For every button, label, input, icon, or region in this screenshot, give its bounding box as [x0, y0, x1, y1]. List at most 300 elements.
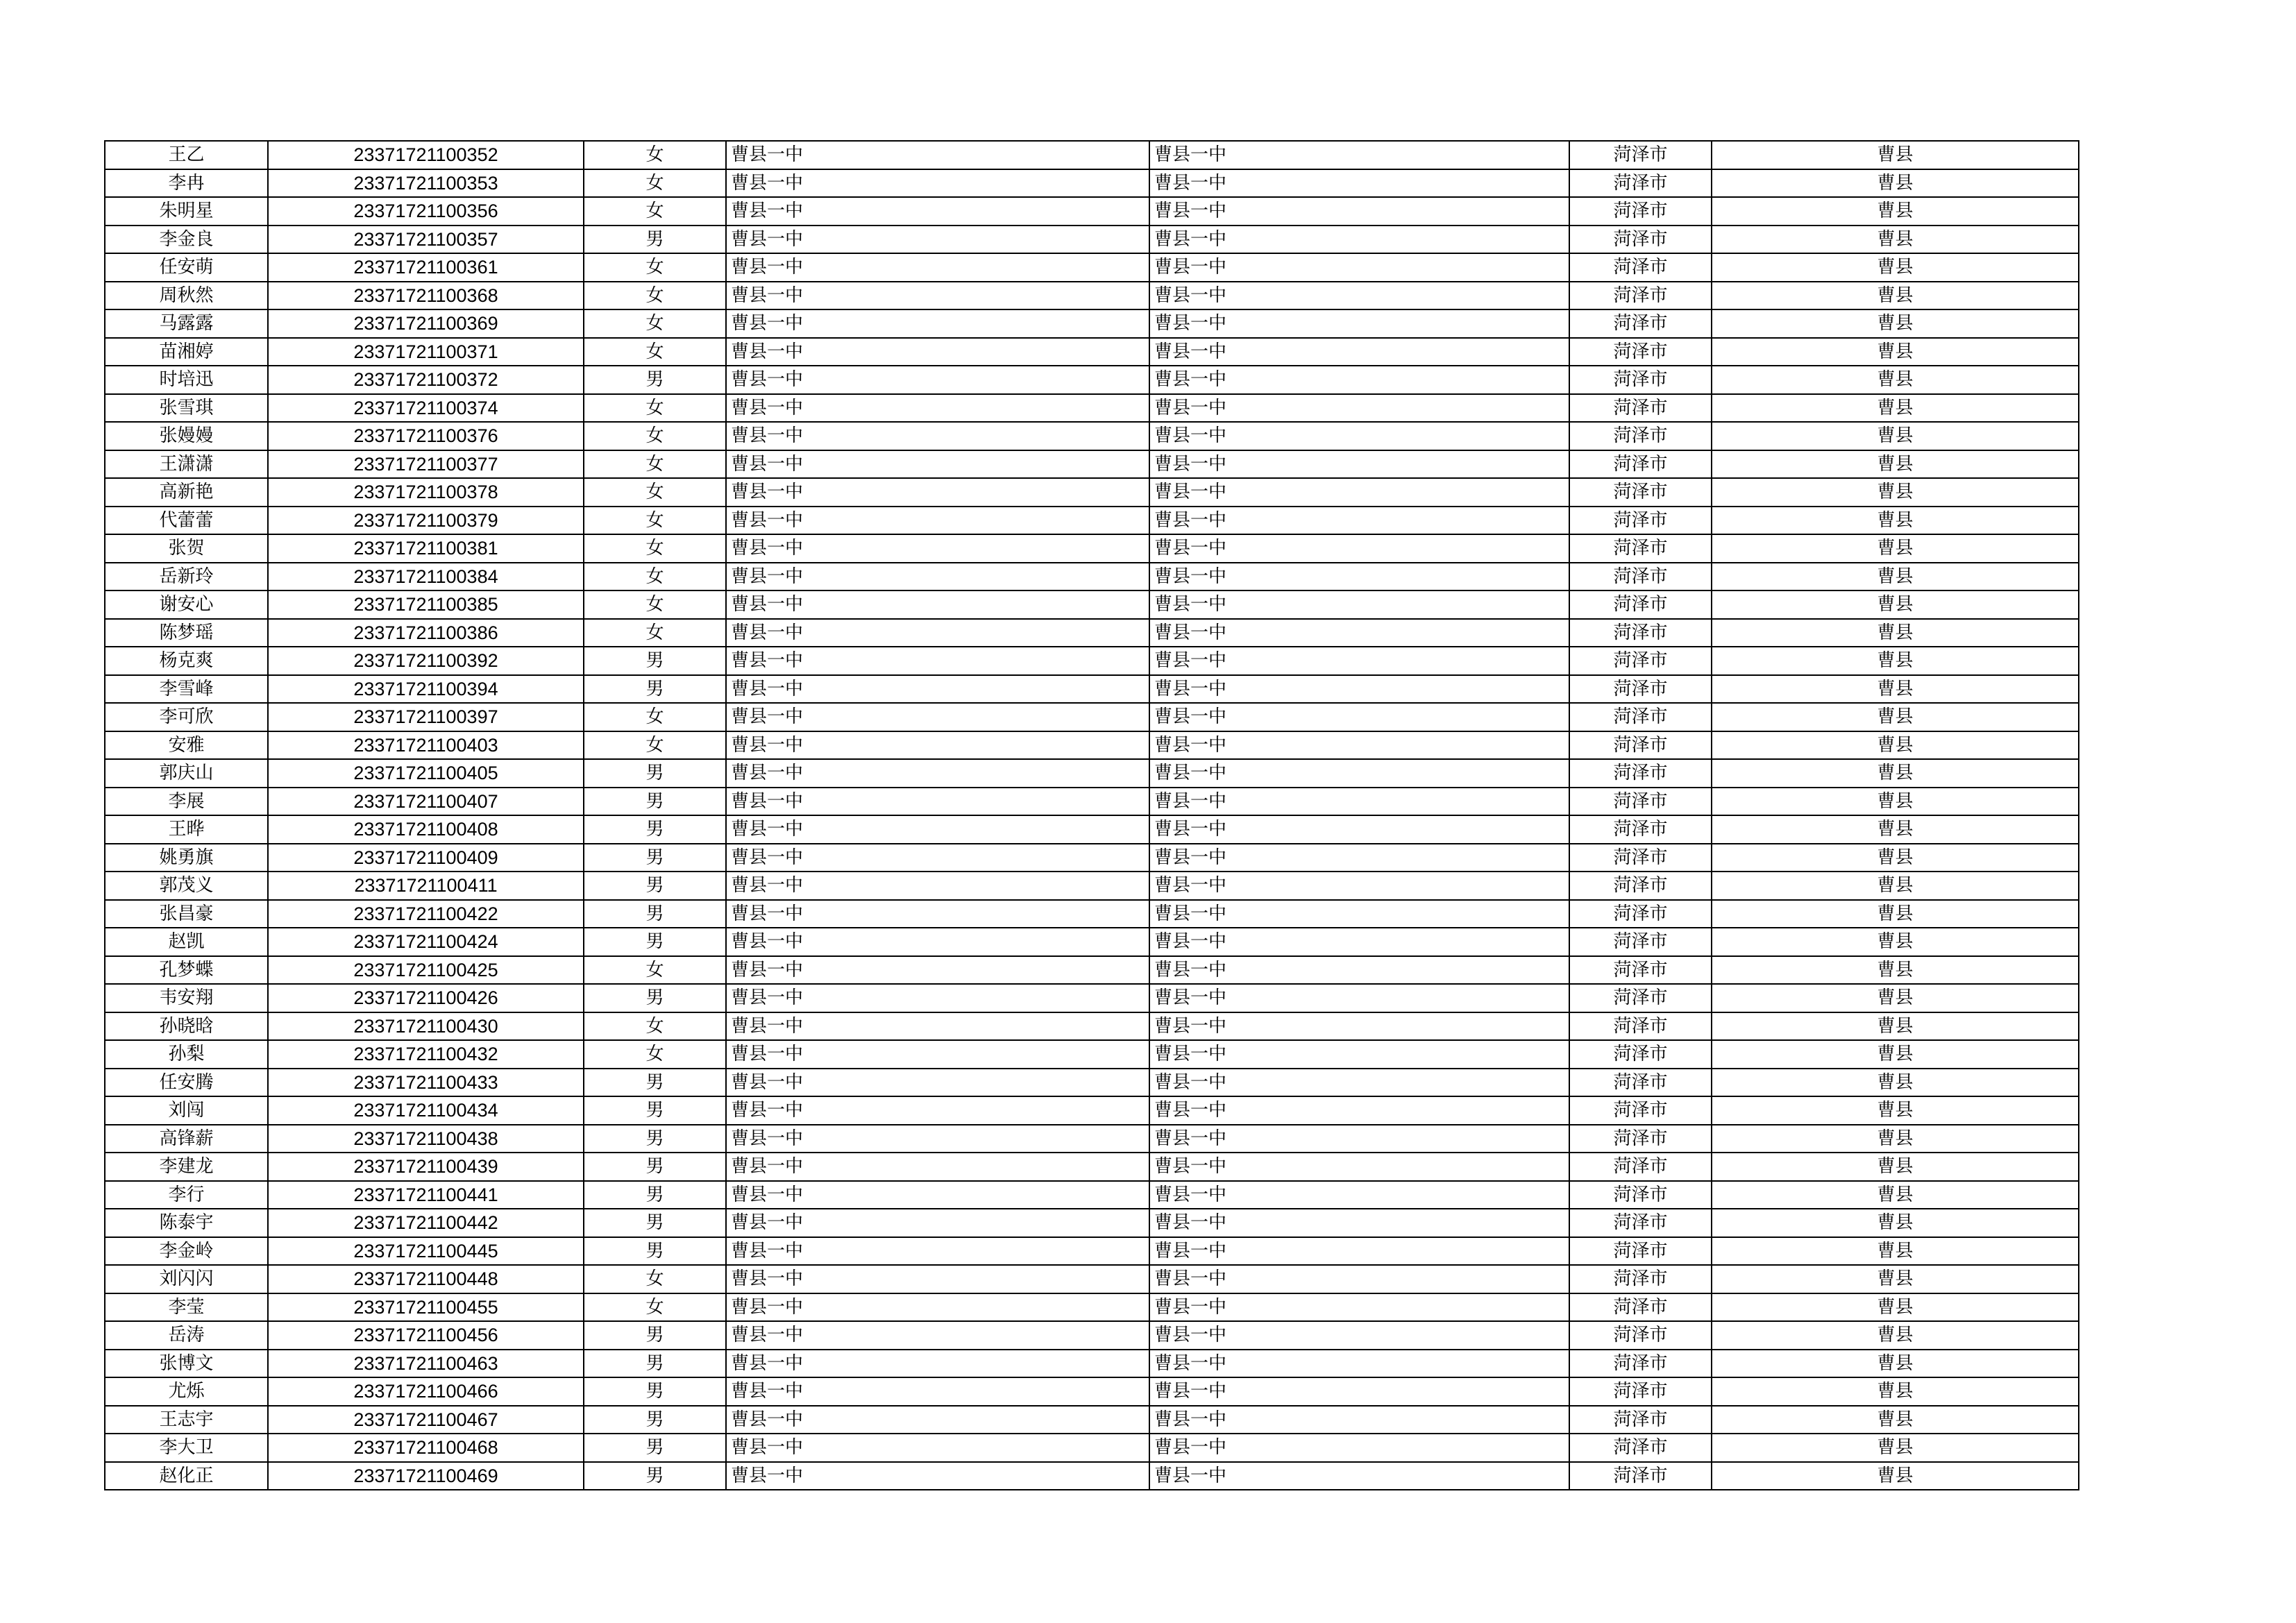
city-cell: 菏泽市 [1569, 956, 1712, 985]
exam-site-cell: 曹县一中 [1149, 815, 1569, 844]
gender-cell: 男 [584, 1406, 726, 1434]
exam-number-cell: 23371721100378 [268, 478, 584, 507]
student-name-cell: 岳涛 [105, 1321, 268, 1350]
county-cell: 曹县 [1712, 394, 2079, 423]
student-name-cell: 刘闪闪 [105, 1265, 268, 1293]
gender-cell: 男 [584, 872, 726, 900]
exam-number-cell: 23371721100422 [268, 900, 584, 928]
exam-number-cell: 23371721100424 [268, 928, 584, 956]
student-name-cell: 杨克爽 [105, 647, 268, 675]
gender-cell: 男 [584, 844, 726, 872]
gender-cell: 男 [584, 1434, 726, 1462]
exam-number-cell: 23371721100353 [268, 169, 584, 198]
table-row [105, 590, 2079, 619]
school-cell: 曹县一中 [726, 815, 1149, 844]
exam-site-cell: 曹县一中 [1149, 1434, 1569, 1462]
table-row [105, 422, 2079, 450]
county-cell: 曹县 [1712, 197, 2079, 226]
table-row [105, 928, 2079, 956]
city-cell: 菏泽市 [1569, 647, 1712, 675]
city-cell: 菏泽市 [1569, 1321, 1712, 1350]
student-name-cell: 安雅 [105, 731, 268, 760]
gender-cell: 女 [584, 619, 726, 647]
student-name-cell: 代蕾蕾 [105, 507, 268, 535]
exam-number-cell: 23371721100377 [268, 450, 584, 479]
student-name-cell: 王潇潇 [105, 450, 268, 479]
exam-number-cell: 23371721100430 [268, 1012, 584, 1041]
exam-number-cell: 23371721100352 [268, 141, 584, 169]
school-cell: 曹县一中 [726, 1040, 1149, 1069]
exam-number-cell: 23371721100379 [268, 507, 584, 535]
county-cell: 曹县 [1712, 534, 2079, 563]
city-cell: 菏泽市 [1569, 1181, 1712, 1209]
table-row [105, 253, 2079, 282]
table-row [105, 844, 2079, 872]
gender-cell: 女 [584, 197, 726, 226]
exam-number-cell: 23371721100439 [268, 1153, 584, 1181]
exam-site-cell: 曹县一中 [1149, 788, 1569, 816]
school-cell: 曹县一中 [726, 563, 1149, 591]
city-cell: 菏泽市 [1569, 844, 1712, 872]
gender-cell: 男 [584, 1350, 726, 1378]
student-name-cell: 孙梨 [105, 1040, 268, 1069]
city-cell: 菏泽市 [1569, 534, 1712, 563]
city-cell: 菏泽市 [1569, 366, 1712, 394]
roster-body [105, 141, 2079, 1490]
student-name-cell: 朱明星 [105, 197, 268, 226]
county-cell: 曹县 [1712, 1350, 2079, 1378]
school-cell: 曹县一中 [726, 366, 1149, 394]
county-cell: 曹县 [1712, 1209, 2079, 1237]
table-row [105, 141, 2079, 169]
table-row [105, 1406, 2079, 1434]
table-row [105, 1462, 2079, 1490]
county-cell: 曹县 [1712, 1377, 2079, 1406]
exam-site-cell: 曹县一中 [1149, 507, 1569, 535]
gender-cell: 女 [584, 1293, 726, 1322]
exam-number-cell: 23371721100384 [268, 563, 584, 591]
table-row [105, 1181, 2079, 1209]
student-name-cell: 苗湘婷 [105, 338, 268, 366]
student-name-cell: 张雪琪 [105, 394, 268, 423]
student-name-cell: 陈泰宇 [105, 1209, 268, 1237]
school-cell: 曹县一中 [726, 282, 1149, 310]
table-row [105, 1434, 2079, 1462]
student-name-cell: 孙晓晗 [105, 1012, 268, 1041]
county-cell: 曹县 [1712, 1237, 2079, 1266]
exam-site-cell: 曹县一中 [1149, 928, 1569, 956]
county-cell: 曹县 [1712, 338, 2079, 366]
student-name-cell: 赵凯 [105, 928, 268, 956]
gender-cell: 女 [584, 563, 726, 591]
exam-site-cell: 曹县一中 [1149, 590, 1569, 619]
school-cell: 曹县一中 [726, 253, 1149, 282]
county-cell: 曹县 [1712, 141, 2079, 169]
county-cell: 曹县 [1712, 253, 2079, 282]
gender-cell: 女 [584, 478, 726, 507]
exam-site-cell: 曹县一中 [1149, 1069, 1569, 1097]
city-cell: 菏泽市 [1569, 197, 1712, 226]
school-cell: 曹县一中 [726, 1209, 1149, 1237]
county-cell: 曹县 [1712, 1069, 2079, 1097]
county-cell: 曹县 [1712, 619, 2079, 647]
table-row [105, 815, 2079, 844]
gender-cell: 男 [584, 1209, 726, 1237]
gender-cell: 女 [584, 253, 726, 282]
student-name-cell: 郭茂义 [105, 872, 268, 900]
county-cell: 曹县 [1712, 928, 2079, 956]
exam-site-cell: 曹县一中 [1149, 900, 1569, 928]
county-cell: 曹县 [1712, 422, 2079, 450]
table-row [105, 984, 2079, 1012]
exam-site-cell: 曹县一中 [1149, 1209, 1569, 1237]
county-cell: 曹县 [1712, 1462, 2079, 1490]
exam-number-cell: 23371721100466 [268, 1377, 584, 1406]
city-cell: 菏泽市 [1569, 338, 1712, 366]
table-row [105, 619, 2079, 647]
county-cell: 曹县 [1712, 675, 2079, 704]
exam-number-cell: 23371721100433 [268, 1069, 584, 1097]
school-cell: 曹县一中 [726, 1012, 1149, 1041]
table-row [105, 1040, 2079, 1069]
table-row [105, 956, 2079, 985]
table-row [105, 563, 2079, 591]
city-cell: 菏泽市 [1569, 422, 1712, 450]
school-cell: 曹县一中 [726, 1096, 1149, 1125]
school-cell: 曹县一中 [726, 1237, 1149, 1266]
city-cell: 菏泽市 [1569, 1237, 1712, 1266]
county-cell: 曹县 [1712, 703, 2079, 731]
gender-cell: 女 [584, 309, 726, 338]
exam-number-cell: 23371721100426 [268, 984, 584, 1012]
city-cell: 菏泽市 [1569, 563, 1712, 591]
school-cell: 曹县一中 [726, 731, 1149, 760]
school-cell: 曹县一中 [726, 1462, 1149, 1490]
gender-cell: 女 [584, 703, 726, 731]
city-cell: 菏泽市 [1569, 394, 1712, 423]
exam-site-cell: 曹县一中 [1149, 1181, 1569, 1209]
city-cell: 菏泽市 [1569, 1377, 1712, 1406]
table-row [105, 282, 2079, 310]
school-cell: 曹县一中 [726, 956, 1149, 985]
student-name-cell: 王乙 [105, 141, 268, 169]
school-cell: 曹县一中 [726, 675, 1149, 704]
city-cell: 菏泽市 [1569, 450, 1712, 479]
exam-site-cell: 曹县一中 [1149, 1237, 1569, 1266]
student-name-cell: 张贺 [105, 534, 268, 563]
county-cell: 曹县 [1712, 1265, 2079, 1293]
exam-number-cell: 23371721100371 [268, 338, 584, 366]
exam-site-cell: 曹县一中 [1149, 450, 1569, 479]
gender-cell: 男 [584, 1321, 726, 1350]
exam-number-cell: 23371721100425 [268, 956, 584, 985]
table-row [105, 1350, 2079, 1378]
city-cell: 菏泽市 [1569, 619, 1712, 647]
exam-site-cell: 曹县一中 [1149, 759, 1569, 788]
school-cell: 曹县一中 [726, 759, 1149, 788]
table-row [105, 1293, 2079, 1322]
city-cell: 菏泽市 [1569, 590, 1712, 619]
exam-site-cell: 曹县一中 [1149, 422, 1569, 450]
exam-site-cell: 曹县一中 [1149, 647, 1569, 675]
exam-number-cell: 23371721100456 [268, 1321, 584, 1350]
table-row [105, 450, 2079, 479]
exam-number-cell: 23371721100397 [268, 703, 584, 731]
gender-cell: 男 [584, 647, 726, 675]
exam-site-cell: 曹县一中 [1149, 226, 1569, 254]
exam-site-cell: 曹县一中 [1149, 1012, 1569, 1041]
city-cell: 菏泽市 [1569, 1293, 1712, 1322]
exam-number-cell: 23371721100463 [268, 1350, 584, 1378]
exam-site-cell: 曹县一中 [1149, 731, 1569, 760]
city-cell: 菏泽市 [1569, 507, 1712, 535]
school-cell: 曹县一中 [726, 1321, 1149, 1350]
city-cell: 菏泽市 [1569, 226, 1712, 254]
exam-number-cell: 23371721100411 [268, 872, 584, 900]
gender-cell: 男 [584, 1237, 726, 1266]
exam-site-cell: 曹县一中 [1149, 956, 1569, 985]
student-name-cell: 陈梦瑶 [105, 619, 268, 647]
gender-cell: 女 [584, 507, 726, 535]
school-cell: 曹县一中 [726, 141, 1149, 169]
gender-cell: 女 [584, 338, 726, 366]
county-cell: 曹县 [1712, 1125, 2079, 1153]
student-name-cell: 高新艳 [105, 478, 268, 507]
exam-site-cell: 曹县一中 [1149, 1125, 1569, 1153]
table-row [105, 1237, 2079, 1266]
student-name-cell: 郭庆山 [105, 759, 268, 788]
exam-site-cell: 曹县一中 [1149, 844, 1569, 872]
student-name-cell: 李建龙 [105, 1153, 268, 1181]
gender-cell: 女 [584, 1012, 726, 1041]
city-cell: 菏泽市 [1569, 1434, 1712, 1462]
exam-number-cell: 23371721100369 [268, 309, 584, 338]
city-cell: 菏泽市 [1569, 984, 1712, 1012]
school-cell: 曹县一中 [726, 394, 1149, 423]
school-cell: 曹县一中 [726, 1265, 1149, 1293]
county-cell: 曹县 [1712, 815, 2079, 844]
student-name-cell: 王志宇 [105, 1406, 268, 1434]
student-name-cell: 李雪峰 [105, 675, 268, 704]
exam-site-cell: 曹县一中 [1149, 309, 1569, 338]
exam-site-cell: 曹县一中 [1149, 703, 1569, 731]
county-cell: 曹县 [1712, 478, 2079, 507]
table-row [105, 1265, 2079, 1293]
student-name-cell: 岳新玲 [105, 563, 268, 591]
exam-number-cell: 23371721100394 [268, 675, 584, 704]
city-cell: 菏泽市 [1569, 928, 1712, 956]
student-name-cell: 张昌豪 [105, 900, 268, 928]
county-cell: 曹县 [1712, 1293, 2079, 1322]
exam-number-cell: 23371721100381 [268, 534, 584, 563]
school-cell: 曹县一中 [726, 872, 1149, 900]
city-cell: 菏泽市 [1569, 1153, 1712, 1181]
table-row [105, 534, 2079, 563]
school-cell: 曹县一中 [726, 422, 1149, 450]
gender-cell: 男 [584, 1153, 726, 1181]
gender-cell: 女 [584, 450, 726, 479]
county-cell: 曹县 [1712, 282, 2079, 310]
gender-cell: 女 [584, 422, 726, 450]
table-row [105, 1096, 2079, 1125]
gender-cell: 男 [584, 1462, 726, 1490]
table-row [105, 1012, 2079, 1041]
exam-number-cell: 23371721100368 [268, 282, 584, 310]
county-cell: 曹县 [1712, 1040, 2079, 1069]
city-cell: 菏泽市 [1569, 169, 1712, 198]
exam-site-cell: 曹县一中 [1149, 366, 1569, 394]
school-cell: 曹县一中 [726, 478, 1149, 507]
student-name-cell: 尤烁 [105, 1377, 268, 1406]
school-cell: 曹县一中 [726, 534, 1149, 563]
school-cell: 曹县一中 [726, 1125, 1149, 1153]
table-row [105, 647, 2079, 675]
city-cell: 菏泽市 [1569, 872, 1712, 900]
table-row [105, 1377, 2079, 1406]
student-name-cell: 时培迅 [105, 366, 268, 394]
school-cell: 曹县一中 [726, 507, 1149, 535]
gender-cell: 女 [584, 956, 726, 985]
table-row [105, 338, 2079, 366]
gender-cell: 男 [584, 1125, 726, 1153]
student-name-cell: 高锋薪 [105, 1125, 268, 1153]
school-cell: 曹县一中 [726, 1434, 1149, 1462]
exam-number-cell: 23371721100361 [268, 253, 584, 282]
table-row [105, 759, 2079, 788]
table-row [105, 169, 2079, 198]
city-cell: 菏泽市 [1569, 1012, 1712, 1041]
school-cell: 曹县一中 [726, 197, 1149, 226]
table-row [105, 788, 2079, 816]
city-cell: 菏泽市 [1569, 478, 1712, 507]
city-cell: 菏泽市 [1569, 788, 1712, 816]
exam-site-cell: 曹县一中 [1149, 1293, 1569, 1322]
gender-cell: 男 [584, 366, 726, 394]
county-cell: 曹县 [1712, 984, 2079, 1012]
city-cell: 菏泽市 [1569, 1406, 1712, 1434]
student-name-cell: 张博文 [105, 1350, 268, 1378]
gender-cell: 女 [584, 590, 726, 619]
exam-site-cell: 曹县一中 [1149, 984, 1569, 1012]
exam-number-cell: 23371721100455 [268, 1293, 584, 1322]
city-cell: 菏泽市 [1569, 1125, 1712, 1153]
county-cell: 曹县 [1712, 563, 2079, 591]
county-cell: 曹县 [1712, 590, 2079, 619]
exam-site-cell: 曹县一中 [1149, 872, 1569, 900]
city-cell: 菏泽市 [1569, 1209, 1712, 1237]
exam-site-cell: 曹县一中 [1149, 1350, 1569, 1378]
table-row [105, 394, 2079, 423]
county-cell: 曹县 [1712, 900, 2079, 928]
exam-number-cell: 23371721100432 [268, 1040, 584, 1069]
school-cell: 曹县一中 [726, 1350, 1149, 1378]
exam-number-cell: 23371721100385 [268, 590, 584, 619]
gender-cell: 男 [584, 928, 726, 956]
exam-site-cell: 曹县一中 [1149, 1377, 1569, 1406]
school-cell: 曹县一中 [726, 900, 1149, 928]
gender-cell: 女 [584, 731, 726, 760]
exam-site-cell: 曹县一中 [1149, 1153, 1569, 1181]
county-cell: 曹县 [1712, 647, 2079, 675]
student-name-cell: 任安萌 [105, 253, 268, 282]
school-cell: 曹县一中 [726, 309, 1149, 338]
county-cell: 曹县 [1712, 309, 2079, 338]
exam-site-cell: 曹县一中 [1149, 141, 1569, 169]
student-name-cell: 刘闯 [105, 1096, 268, 1125]
table-row [105, 507, 2079, 535]
student-name-cell: 张嫚嫚 [105, 422, 268, 450]
exam-site-cell: 曹县一中 [1149, 675, 1569, 704]
exam-site-cell: 曹县一中 [1149, 1040, 1569, 1069]
school-cell: 曹县一中 [726, 928, 1149, 956]
exam-number-cell: 23371721100442 [268, 1209, 584, 1237]
exam-number-cell: 23371721100376 [268, 422, 584, 450]
exam-site-cell: 曹县一中 [1149, 394, 1569, 423]
exam-number-cell: 23371721100392 [268, 647, 584, 675]
county-cell: 曹县 [1712, 1153, 2079, 1181]
gender-cell: 男 [584, 1377, 726, 1406]
exam-number-cell: 23371721100357 [268, 226, 584, 254]
exam-number-cell: 23371721100386 [268, 619, 584, 647]
gender-cell: 女 [584, 394, 726, 423]
school-cell: 曹县一中 [726, 1153, 1149, 1181]
county-cell: 曹县 [1712, 226, 2079, 254]
county-cell: 曹县 [1712, 507, 2079, 535]
city-cell: 菏泽市 [1569, 1069, 1712, 1097]
county-cell: 曹县 [1712, 1012, 2079, 1041]
student-name-cell: 李莹 [105, 1293, 268, 1322]
city-cell: 菏泽市 [1569, 731, 1712, 760]
county-cell: 曹县 [1712, 450, 2079, 479]
exam-number-cell: 23371721100372 [268, 366, 584, 394]
gender-cell: 男 [584, 1181, 726, 1209]
student-name-cell: 李金岭 [105, 1237, 268, 1266]
exam-site-cell: 曹县一中 [1149, 1321, 1569, 1350]
county-cell: 曹县 [1712, 731, 2079, 760]
table-row [105, 366, 2079, 394]
student-name-cell: 李展 [105, 788, 268, 816]
city-cell: 菏泽市 [1569, 759, 1712, 788]
student-name-cell: 姚勇旗 [105, 844, 268, 872]
exam-number-cell: 23371721100405 [268, 759, 584, 788]
county-cell: 曹县 [1712, 1096, 2079, 1125]
school-cell: 曹县一中 [726, 1406, 1149, 1434]
gender-cell: 男 [584, 815, 726, 844]
student-name-cell: 马露露 [105, 309, 268, 338]
exam-number-cell: 23371721100438 [268, 1125, 584, 1153]
county-cell: 曹县 [1712, 872, 2079, 900]
gender-cell: 女 [584, 141, 726, 169]
exam-number-cell: 23371721100468 [268, 1434, 584, 1462]
gender-cell: 女 [584, 1265, 726, 1293]
school-cell: 曹县一中 [726, 1181, 1149, 1209]
student-name-cell: 孔梦蝶 [105, 956, 268, 985]
exam-number-cell: 23371721100434 [268, 1096, 584, 1125]
city-cell: 菏泽市 [1569, 675, 1712, 704]
county-cell: 曹县 [1712, 169, 2079, 198]
gender-cell: 男 [584, 1096, 726, 1125]
table-row [105, 226, 2079, 254]
table-row [105, 675, 2079, 704]
exam-number-cell: 23371721100374 [268, 394, 584, 423]
gender-cell: 女 [584, 534, 726, 563]
gender-cell: 男 [584, 226, 726, 254]
city-cell: 菏泽市 [1569, 1462, 1712, 1490]
county-cell: 曹县 [1712, 759, 2079, 788]
county-cell: 曹县 [1712, 366, 2079, 394]
exam-number-cell: 23371721100467 [268, 1406, 584, 1434]
table-row [105, 197, 2079, 226]
